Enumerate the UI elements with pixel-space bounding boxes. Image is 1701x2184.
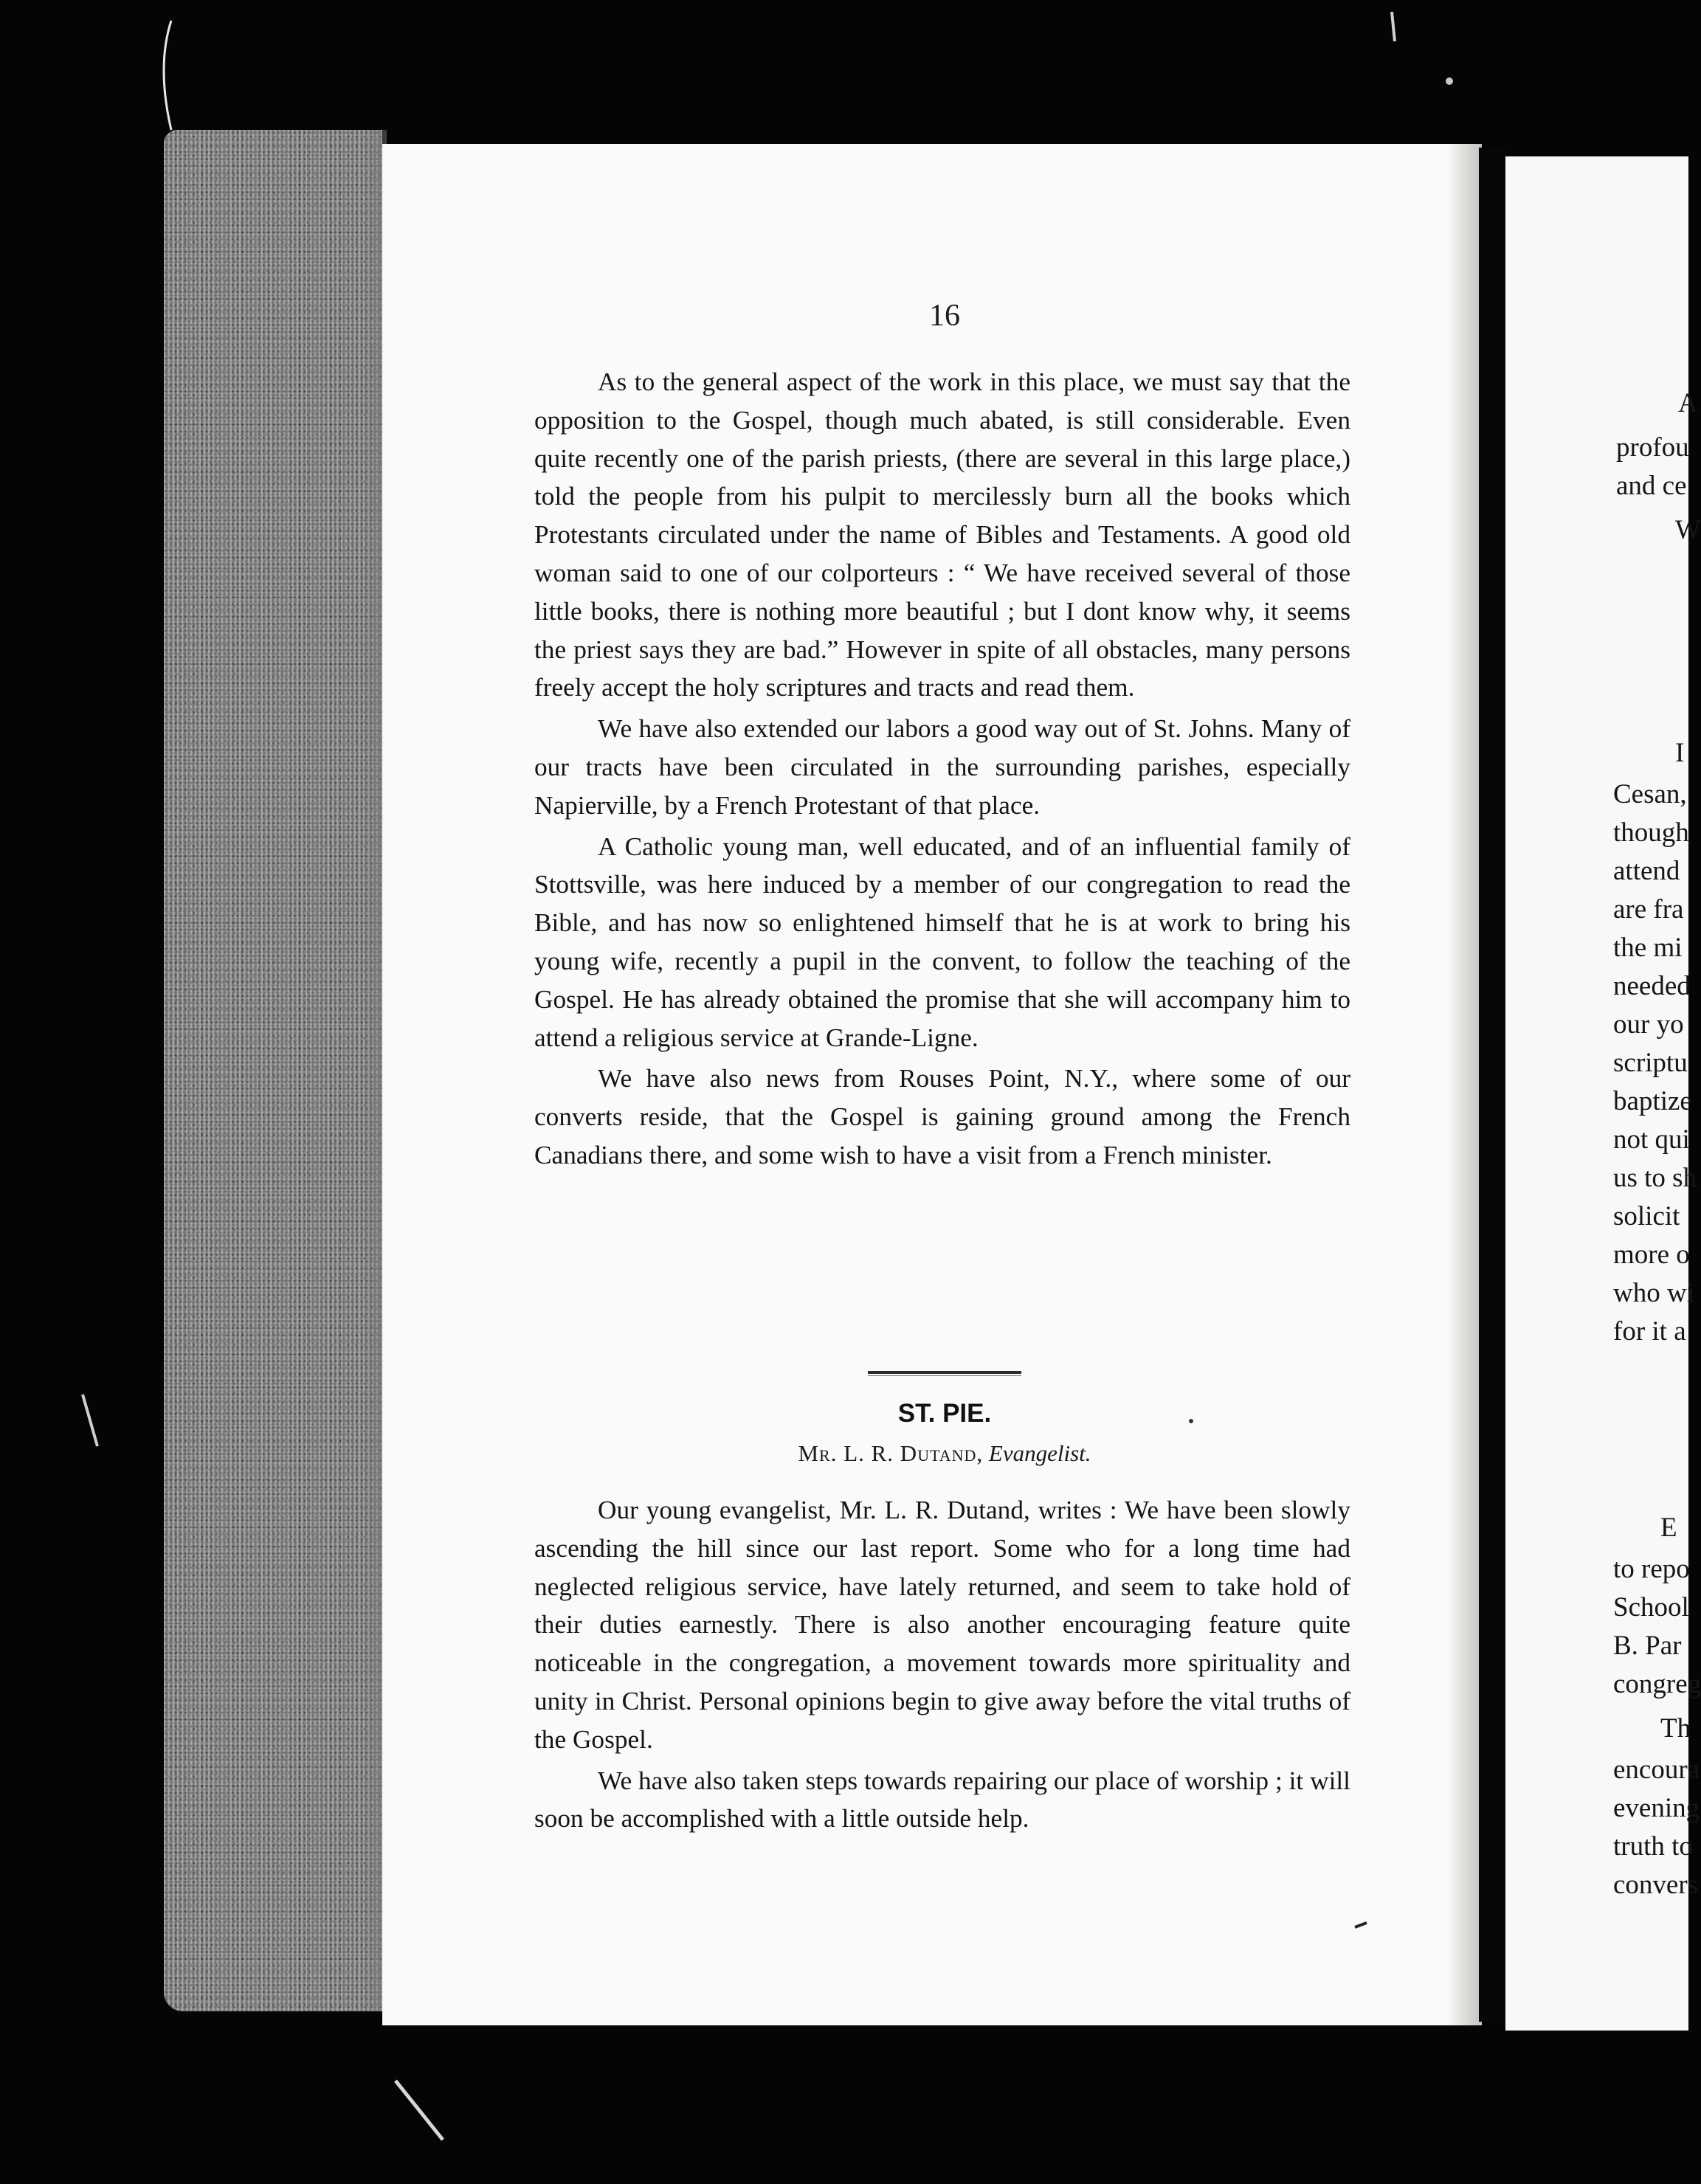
next-page-line: are fra [1613,894,1684,925]
next-page-line: profou [1616,432,1689,463]
next-page-line: A [1678,388,1698,418]
next-page-line: more o [1613,1240,1690,1270]
byline-role: Evangelist. [988,1440,1091,1466]
next-page-line: needed [1613,971,1691,1001]
next-page-line: congreg [1613,1669,1701,1699]
next-page-line: Th [1660,1713,1691,1744]
next-page-line: not qui [1613,1124,1690,1155]
next-page-line: I [1675,738,1685,768]
next-page-line: School [1613,1592,1689,1623]
next-page-line: scriptu [1613,1048,1688,1078]
paragraph: A Catholic young man, well educated, and of an influential family of Stottsville, was here induced by a member of our congregation to read the Bible, and has now so enlightened himself that he is at work to bring his young wife, recently a pupil in the convent, to follow the teaching of the Gospel. He has already obtained the promise that she will accompany him to attend a religious service at Grande-Ligne. [534,832,1350,1052]
paragraph: We have also news from Rouses Point, N.Y., where some of our converts reside, that the Gospel is gaining ground among the French Canadians there, and some wish to have a visit from a French minister. [534,1064,1350,1169]
paragraph: As to the general aspect of the work in this place, we must say that the opposition to the Gospel, though much abated, is still considerable. Even quite recently one of the parish priests, (there are several in this large place,) told the people from his pulpit to mercilessly burn all the books which Protestants circulated under the name of Bibles and Testaments. A good old woman said to one of our colporteurs : “ We have received several of those little books, there is nothing more beautiful ; but I dont know why, it seems the priest says they are bad.” However in spite of all obstacles, many persons freely accept the holy scriptures and tracts and read them. [534,367,1350,702]
next-page-line: and ce [1616,471,1687,501]
page-number: 16 [929,299,960,333]
next-page-line: B. Par [1613,1631,1682,1661]
next-page-line: encoura [1613,1755,1700,1785]
next-page-line: who wi [1613,1278,1694,1308]
paragraph: We have also taken steps towards repairing our place of worship ; it will soon be accomplished with a little outside help. [534,1766,1350,1834]
next-page-line: E [1660,1513,1677,1543]
paragraph: Our young evangelist, Mr. L. R. Dutand, writes : We have been slowly ascending the hill since our last report. Some who for a long time had neglected religious service, have lately returned, and seem to take hold of their duties earnestly. There is also another encouraging feature quite noticeable in the congregation, a movement towards more spirituality and unity in Christ. Personal opinions begin to give away before the vital truths of the Gospel. [534,1496,1350,1754]
next-page-line: solicit [1613,1201,1680,1231]
next-page-line: truth to [1613,1831,1693,1862]
next-page-line: baptize [1613,1086,1692,1116]
next-page-line: for it a [1613,1316,1686,1347]
next-page-line: though [1613,818,1689,848]
next-page-line: W [1675,515,1701,545]
next-page-line: the mi [1613,933,1683,963]
next-page-line: Cesan, [1613,779,1687,809]
next-page-line: evening [1613,1793,1700,1823]
next-page-line: us to sh [1613,1163,1697,1193]
next-page-line: attend [1613,856,1680,886]
next-page-line: our yo [1613,1009,1684,1040]
section-title: ST. PIE. [897,1399,992,1428]
byline-name: Mr. L. R. Dutand, [798,1440,984,1466]
paragraph: We have also extended our labors a good way out of St. Johns. Many of our tracts have been circulated in the surrounding parishes, especially Napierville, by a French Protestant of that place. [534,714,1350,820]
next-page-line: convers [1613,1870,1699,1900]
next-page-line: to repo [1613,1554,1690,1584]
